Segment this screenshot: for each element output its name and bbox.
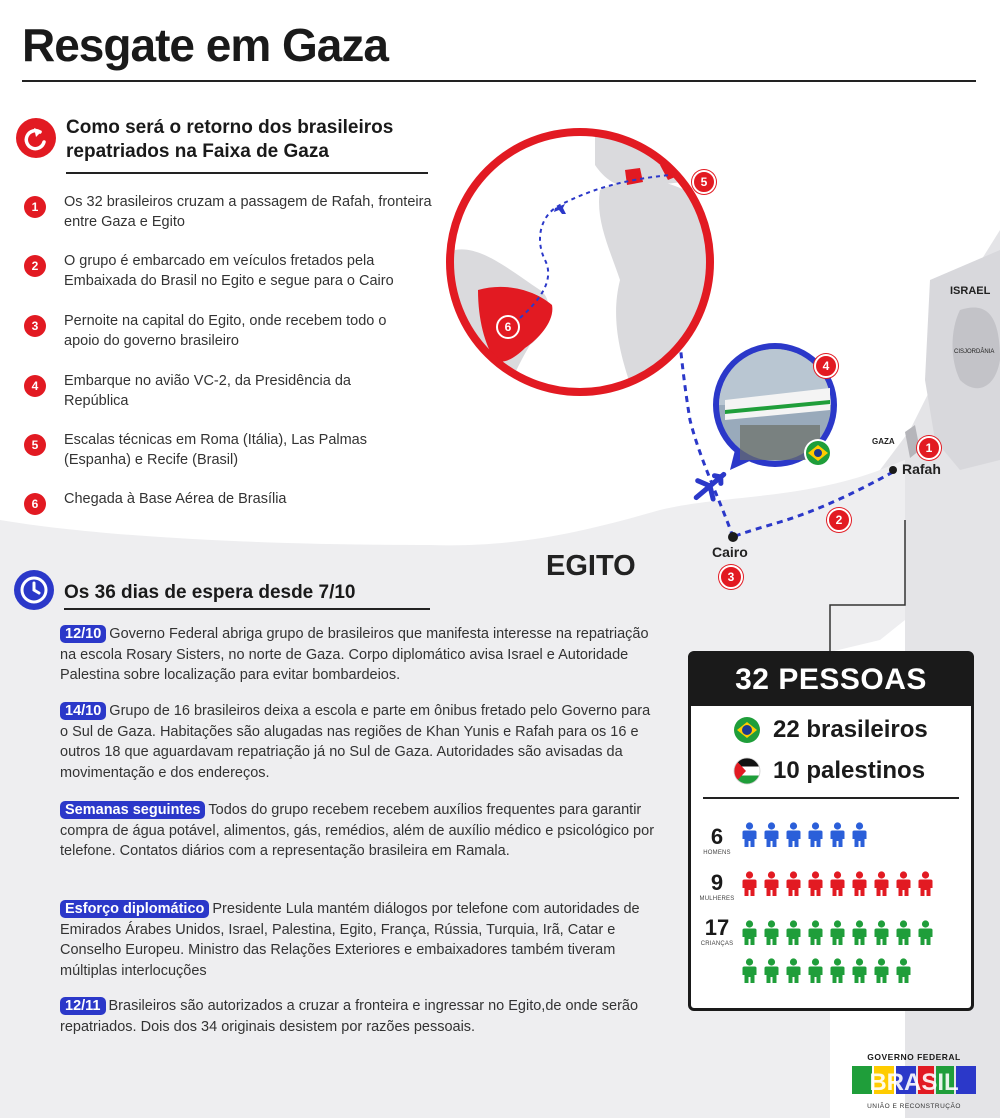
men-label: HOMENS	[703, 850, 731, 856]
return-arrow-icon	[16, 118, 56, 158]
timeline-item	[60, 624, 660, 686]
timeline-badge: 12/10	[60, 625, 106, 643]
child-figure	[893, 920, 914, 946]
section-divider	[66, 172, 428, 174]
child-figure	[761, 920, 782, 946]
governo-federal-logo	[850, 1052, 978, 1110]
man-figure	[805, 822, 826, 848]
map-pin: 6	[496, 315, 520, 339]
timeline-item	[60, 701, 660, 783]
step-number: 5	[24, 434, 46, 456]
woman-figure	[915, 871, 936, 897]
woman-figure	[871, 871, 892, 897]
children-figures-row2	[739, 958, 914, 984]
men-count: 6	[710, 824, 724, 849]
map-pin: 4	[814, 354, 838, 378]
section-heading-line1: Como será o retorno dos brasileiros	[66, 117, 394, 138]
child-figure	[871, 920, 892, 946]
man-figure	[849, 822, 870, 848]
map-pin: 3	[719, 565, 743, 589]
women-figures	[739, 871, 936, 897]
child-figure	[849, 920, 870, 946]
logo-top-text: GOVERNO FEDERAL	[867, 1052, 961, 1062]
timeline-text: Brasileiros são autorizados a cruzar a fronteira e ingressar no Egito,de onde serão repatriados. Dois dos 34 originais desistem por razões pessoais.	[60, 998, 639, 1035]
brazilians-count: 22 brasileiros	[773, 716, 928, 743]
step-number: 4	[24, 375, 46, 397]
timeline-text: Todos do grupo recebem recebem auxílios frequentes para garantir compra de água potável, alimentos, gás, remédios, além de auxílio médico e psicológico por telefone. Contatos diários com a representação brasileira em Ramala.	[60, 802, 655, 859]
step-item	[24, 371, 444, 411]
page-title: Resgate em Gaza	[22, 19, 388, 71]
step-text: Escalas técnicas em Roma (Itália), Las Palmas (Espanha) e Recife (Brasil)	[64, 432, 367, 468]
step-number: 6	[24, 493, 46, 515]
timeline-item	[60, 996, 660, 1037]
clock-icon	[14, 570, 54, 610]
people-box-divider	[703, 797, 959, 799]
man-figure	[761, 822, 782, 848]
map-pin: 1	[917, 436, 941, 460]
step-text: O grupo é embarcado em veículos fretados pela Embaixada do Brasil no Egito e segue para o Cairo	[64, 253, 394, 289]
title-divider	[22, 80, 976, 82]
woman-figure	[805, 871, 826, 897]
man-figure	[827, 822, 848, 848]
step-text: Chegada à Base Aérea de Brasília	[64, 491, 287, 507]
section-divider	[64, 608, 430, 610]
map-label-cairo: Cairo	[712, 544, 748, 560]
child-figure	[915, 920, 936, 946]
timeline-text: Grupo de 16 brasileiros deixa a escola e parte em ônibus fretado pelo Governo para o Sul de Gaza. Habitações são alugadas nas regiões de Khan Yunis e Rafah para os 16 e outros 18 que aguardavam repatriação já no Sul de Gaza. Autoridades são avisadas da movimentação e dos endereços.	[60, 703, 651, 781]
brasil-wordmark	[850, 1062, 978, 1098]
step-item	[24, 192, 444, 232]
step-item	[24, 251, 444, 291]
map-label-cisjordania: CISJORDÂNIA	[954, 349, 995, 355]
woman-figure	[739, 871, 760, 897]
section-heading-return	[66, 116, 393, 164]
men-figures	[739, 822, 870, 848]
woman-figure	[849, 871, 870, 897]
section-heading-wait: Os 36 dias de espera desde 7/10	[64, 582, 356, 603]
man-figure	[739, 822, 760, 848]
man-figure	[783, 822, 804, 848]
timeline-item	[60, 800, 660, 862]
child-figure	[849, 958, 870, 984]
timeline-text: Presidente Lula mantém diálogos por telefone com autoridades de Emirados Árabes Unidos, Israel, Palestina, Egito, França, Rússia, Turquia, Irã, Catar e Conselho Europeu. Ministro das Relações Exteriores e embaixadores também tiveram múltiplas interlocuções	[60, 901, 640, 979]
step-number: 3	[24, 315, 46, 337]
children-figures-row1	[739, 920, 936, 946]
child-figure	[871, 958, 892, 984]
step-text: Embarque no avião VC-2, da Presidência da República	[64, 373, 351, 409]
child-figure	[761, 958, 782, 984]
timeline-badge: Esforço diplomático	[60, 900, 209, 918]
map-pin: 5	[692, 170, 716, 194]
palestine-flag-icon	[733, 757, 761, 785]
children-label: CRIANÇAS	[700, 941, 734, 947]
brazilians-row	[733, 716, 928, 744]
child-figure	[739, 958, 760, 984]
step-number: 1	[24, 196, 46, 218]
women-count: 9	[710, 870, 724, 895]
woman-figure	[893, 871, 914, 897]
woman-figure	[783, 871, 804, 897]
timeline-item	[60, 899, 660, 981]
section-heading-line2: repatriados na Faixa de Gaza	[66, 141, 329, 162]
palestinians-count: 10 palestinos	[773, 757, 926, 784]
woman-figure	[761, 871, 782, 897]
child-figure	[893, 958, 914, 984]
child-figure	[805, 958, 826, 984]
child-figure	[827, 920, 848, 946]
map-pin: 2	[827, 508, 851, 532]
step-item	[24, 311, 444, 351]
step-number: 2	[24, 255, 46, 277]
step-text: Os 32 brasileiros cruzam a passagem de Rafah, fronteira entre Gaza e Egito	[64, 194, 432, 230]
step-item	[24, 430, 444, 470]
women-label: MULHERES	[699, 896, 735, 902]
map-label-egito: EGITO	[546, 550, 636, 582]
map-label-israel: ISRAEL	[950, 285, 991, 297]
brazil-flag-icon	[733, 716, 761, 744]
timeline-badge: Semanas seguintes	[60, 801, 205, 819]
child-figure	[827, 958, 848, 984]
timeline-text: Governo Federal abriga grupo de brasileiros que manifesta interesse na repatriação na escola Rosary Sisters, no norte de Gaza. Corpo diplomático avisa Israel e Autoridade Palestina sobre localização para evitar bombardeios.	[60, 626, 649, 683]
map-label-gaza: GAZA	[872, 437, 895, 446]
map-label-rafah: Rafah	[902, 461, 941, 477]
palestinians-row	[733, 757, 925, 785]
timeline-badge: 12/11	[60, 997, 106, 1015]
children-count: 17	[704, 915, 730, 940]
logo-word: BRASIL	[869, 1069, 959, 1096]
child-figure	[783, 920, 804, 946]
people-summary-box	[688, 651, 974, 1011]
step-item	[24, 489, 444, 515]
people-total-header: 32 PESSOAS	[691, 654, 971, 706]
child-figure	[805, 920, 826, 946]
child-figure	[739, 920, 760, 946]
logo-bottom-text: UNIÃO E RECONSTRUÇÃO	[867, 1103, 961, 1110]
timeline-badge: 14/10	[60, 702, 106, 720]
woman-figure	[827, 871, 848, 897]
step-text: Pernoite na capital do Egito, onde recebem todo o apoio do governo brasileiro	[64, 313, 387, 349]
child-figure	[783, 958, 804, 984]
